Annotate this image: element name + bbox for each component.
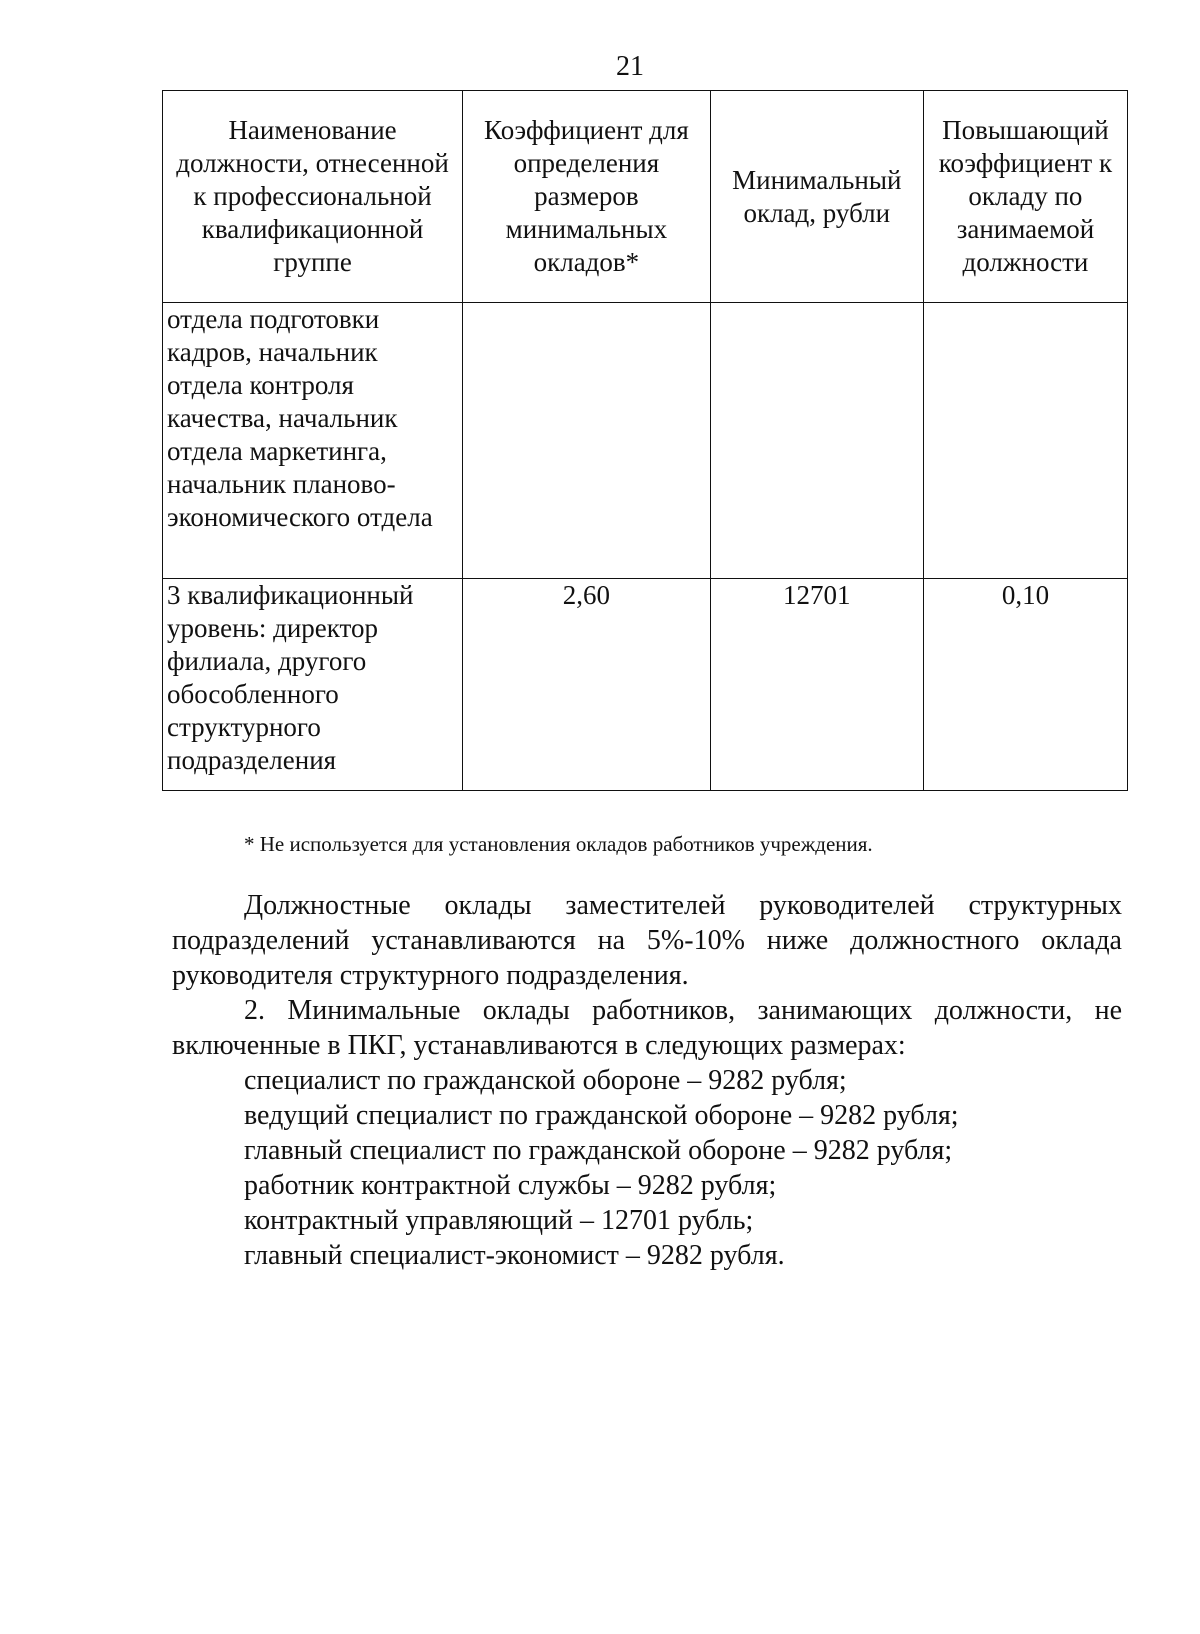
list-item: главный специалист-экономист – 9282 рубля. [244, 1240, 785, 1271]
row-coefficient: 2,60 [463, 579, 711, 791]
row-coefficient [463, 303, 711, 579]
list-item: контрактный управляющий – 12701 рубль; [244, 1205, 754, 1236]
table-row [163, 579, 1128, 791]
page-number: 21 [616, 51, 644, 82]
row-minimum-salary: 12701 [710, 579, 923, 791]
list-item: работник контрактной службы – 9282 рубля; [244, 1170, 777, 1201]
header-coefficient: Коэффициент для определения размеров минимальных окладов* [463, 91, 711, 303]
paragraph-non-pkg-salaries: 2. Минимальные оклады работников, занимающих должности, не включенные в ПКГ, устанавливаются в следующих размерах: [172, 995, 1122, 1061]
row-position-name: отдела подготовки кадров, начальник отдела контроля качества, начальник отдела маркетинга, начальник планово-экономического отдела [163, 303, 463, 579]
table-row [163, 303, 1128, 579]
header-minimum-salary: Минимальный оклад, рубли [710, 91, 923, 303]
body-text [172, 888, 1122, 1273]
salary-table [162, 90, 1128, 791]
table-header-row [163, 91, 1128, 303]
header-raise-coefficient: Повышающий коэффициент к окладу по занимаемой должности [923, 91, 1127, 303]
table-footnote: * Не используется для установления окладов работников учреждения. [244, 832, 873, 856]
list-item: ведущий специалист по гражданской обороне – 9282 рубля; [244, 1100, 959, 1131]
row-position-name: 3 квалификационный уровень: директор филиала, другого обособленного структурного подразделения [163, 579, 463, 791]
row-raise-coefficient: 0,10 [923, 579, 1127, 791]
paragraph-deputy-salaries: Должностные оклады заместителей руководителей структурных подразделений устанавливаются на 5%-10% ниже должностного оклада руководителя структурного подразделения. [172, 890, 1122, 991]
list-item: главный специалист по гражданской обороне – 9282 рубля; [244, 1135, 953, 1166]
row-minimum-salary [710, 303, 923, 579]
header-position-name: Наименование должности, отнесенной к профессиональной квалификационной группе [163, 91, 463, 303]
row-raise-coefficient [923, 303, 1127, 579]
list-item: специалист по гражданской обороне – 9282 рубля; [244, 1065, 847, 1096]
